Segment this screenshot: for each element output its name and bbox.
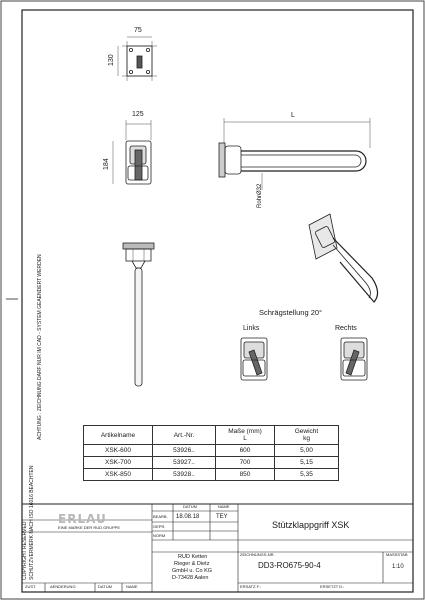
left-hand-view (241, 338, 267, 380)
col-datum-label: DATUM (183, 504, 197, 509)
company-line-4: D-73428 Aalen (172, 575, 209, 581)
bottom-label-name: NAME (126, 584, 138, 589)
scale-label: MASSSTAB (386, 552, 408, 557)
cell-name: XSK-600 (84, 445, 153, 457)
ersetzt-label: ERSETZT D.: (320, 584, 345, 589)
table-row (84, 445, 339, 457)
cell-length: 850 (216, 469, 275, 481)
col-name-label: NAME (218, 504, 230, 509)
header-article-name: Artikelname (84, 426, 153, 445)
ersatz-label: ERSATZ F.: (240, 584, 261, 589)
cell-weight: 5,35 (275, 469, 339, 481)
oblique-caption: Schrägstellung 20° (259, 308, 323, 317)
docnum-label: ZEICHNUNGS-NR. (240, 552, 275, 557)
cell-name: XSK-700 (84, 457, 153, 469)
table-row (84, 469, 339, 481)
pipe-diameter-label: RohrØ32 (257, 183, 263, 208)
row-label-bearb: BEARB. (153, 514, 168, 519)
copyright-note: COPYRIGHT RESERVED (22, 521, 28, 580)
dim-L: L (291, 112, 295, 119)
drawing-title: Stützklappgriff XSK (272, 520, 350, 530)
left-caption: Links (243, 325, 260, 332)
right-hand-view (341, 338, 367, 380)
row-label-gepr: GEPR. (153, 524, 166, 529)
right-caption: Rechts (335, 325, 357, 332)
header-dimensions: Maße (mm) L (216, 426, 275, 445)
cell-length: 600 (216, 445, 275, 457)
dim-75: 75 (134, 27, 142, 34)
header-weight: Gewicht kg (275, 426, 339, 445)
company-line-2: Rieger & Dietz (174, 561, 210, 567)
cell-art: 53928.. (153, 469, 216, 481)
cell-weight: 5,15 (275, 457, 339, 469)
bottom-label-datum: DATUM (98, 584, 112, 589)
brand-note: EINE MARKE DER RUD GRUPPE (58, 525, 121, 530)
dim-184: 184 (103, 158, 110, 170)
bottom-label-aenderung: AENDERUNG (50, 584, 76, 589)
erlau-logo: ERLAU (58, 512, 107, 526)
bearb-date: 18.08.18 (176, 514, 200, 520)
top-view-plate (118, 37, 157, 81)
header-art-nr: Art.-Nr. (153, 426, 216, 445)
front-view-bracket (113, 120, 151, 184)
dim-130: 130 (108, 54, 115, 66)
company-line-1: RUD Ketten (178, 554, 208, 560)
cell-art: 53926.. (153, 445, 216, 457)
cell-name: XSK-850 (84, 469, 153, 481)
vertical-elevation (123, 243, 154, 386)
scale-value: 1:10 (392, 564, 404, 570)
cell-art: 53927.. (153, 457, 216, 469)
sheet-border (1, 1, 424, 599)
oblique-view-handle (309, 214, 378, 302)
bearb-name: TEY (216, 514, 228, 520)
table-header-row (84, 426, 339, 445)
row-label-norm: NORM (153, 533, 166, 538)
side-view-handle (219, 118, 370, 190)
cad-warning-note: ACHTUNG : ZEICHNUNG DARF NUR IM CAD - SYSTEM GEAENDERT WERDEN (37, 254, 43, 440)
parts-table (83, 425, 339, 481)
protection-note: SCHUTZVERMERK NACH ISO 16016 BEACHTEN (29, 465, 35, 580)
dim-125: 125 (132, 111, 144, 118)
company-line-3: GmbH u. Co KG (172, 568, 213, 574)
document-number: DD3-RO675-90-4 (258, 561, 321, 570)
cell-length: 700 (216, 457, 275, 469)
table-row (84, 457, 339, 469)
cell-weight: 5,00 (275, 445, 339, 457)
bottom-label-zust: ZUST. (25, 584, 37, 589)
